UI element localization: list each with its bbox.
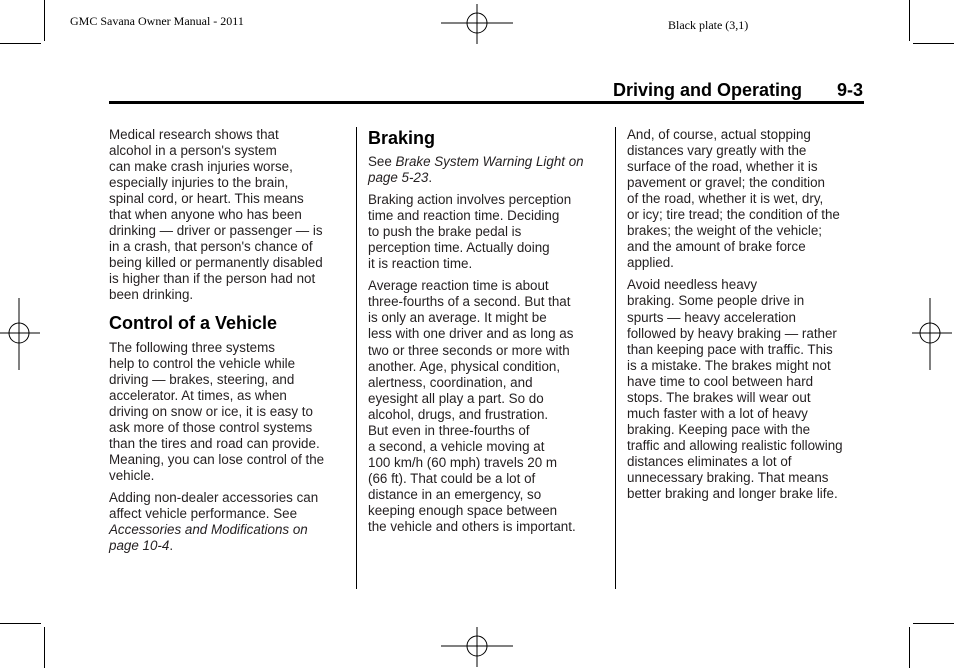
text-line: less with one driver and as long as — [368, 326, 574, 342]
text-line: braking. Keeping pace with the — [627, 421, 811, 437]
text-line: Average reaction time is about — [368, 278, 549, 294]
text-line: brakes; the weight of the vehicle; — [627, 223, 823, 239]
paragraph-reaction-time — [368, 278, 610, 535]
crop-mark-tl-h — [0, 43, 41, 44]
text-line: the vehicle and others is important. — [368, 519, 576, 535]
paragraph-stopping-distances — [627, 127, 867, 271]
text-line: than the tires and road can provide. — [109, 435, 320, 451]
text-line: two or three seconds or more with — [368, 342, 570, 358]
text-line: distances vary greatly with the — [627, 143, 807, 159]
text-line: followed by heavy braking — rather — [627, 325, 837, 341]
text-line: and the amount of brake force — [627, 239, 806, 255]
text-line: Braking action involves perception — [368, 192, 572, 208]
paragraph-braking-action — [368, 192, 610, 272]
text-line: distance in an emergency, so — [368, 486, 542, 502]
text-line: (66 ft). That could be a lot of — [368, 470, 536, 486]
text-line: much faster with a lot of heavy — [627, 405, 808, 421]
crop-mark-tl-v — [44, 0, 45, 41]
text-line: especially injuries to the brain, — [109, 175, 289, 191]
text-line: pavement or gravel; the condition — [627, 175, 826, 191]
crop-mark-tr-v — [909, 0, 910, 41]
text-line: drinking — driver or passenger — is — [109, 223, 323, 239]
text-line: 100 km/h (60 mph) travels 20 m — [368, 454, 558, 470]
text-line: can make crash injuries worse, — [109, 159, 293, 175]
period: . — [169, 538, 174, 554]
link-brake-warning-light[interactable]: Brake System Warning Light on — [395, 154, 584, 169]
paragraph-see-reference — [368, 154, 610, 186]
text-line: spurts — heavy acceleration — [627, 309, 796, 325]
text-line: driving on snow or ice, it is easy to — [109, 403, 313, 419]
text-line: alcohol, drugs, and frustration. — [368, 406, 549, 422]
text-line: have time to cool between hard — [627, 373, 814, 389]
registration-mark-bottom-icon — [441, 627, 513, 667]
link-accessories-modifications[interactable]: Accessories and Modifications on — [109, 522, 308, 538]
text-line: to push the brake pedal is — [368, 224, 522, 240]
text-line: perception time. Actually doing — [368, 240, 550, 256]
text-line: than keeping pace with traffic. This — [627, 341, 833, 357]
text-line: Meaning, you can lose control of the — [109, 451, 325, 467]
header-rule — [109, 101, 864, 104]
column-divider-1 — [356, 127, 357, 589]
text-line: time and reaction time. Deciding — [368, 208, 560, 224]
text-line: traffic and allowing realistic following — [627, 437, 843, 453]
text-line: three-fourths of a second. But that — [368, 294, 571, 310]
column-divider-2 — [615, 127, 616, 589]
text-line: help to control the vehicle while — [109, 355, 296, 371]
text-line: being killed or permanently disabled — [109, 255, 323, 271]
crop-mark-tr-h — [913, 43, 954, 44]
link-page-10-4[interactable]: page 10-4 — [109, 538, 170, 554]
text-line: is a mistake. The brakes might not — [627, 357, 831, 373]
section-title: Driving and Operating — [613, 80, 803, 100]
registration-mark-top-icon — [441, 4, 513, 44]
text-line: But even in three-fourths of — [368, 422, 530, 438]
text-line: The following three systems — [109, 339, 275, 355]
slug-manual-title: GMC Savana Owner Manual - 2011 — [70, 14, 244, 28]
column-3 — [627, 127, 867, 502]
text-line: spinal cord, or heart. This means — [109, 191, 304, 207]
text-line: that when anyone who has been — [109, 207, 302, 223]
text-line: in a crash, that person's chance of — [109, 239, 313, 255]
text-line: keeping enough space between — [368, 502, 558, 518]
paragraph-control-systems — [109, 340, 349, 484]
column-2 — [368, 127, 610, 535]
text-line: stops. The brakes will wear out — [627, 389, 811, 405]
text-line: alcohol in a person's system — [109, 143, 277, 159]
text-line: it is reaction time. — [368, 256, 473, 272]
text-line: braking. Some people drive in — [627, 293, 805, 309]
text-line: Medical research shows that — [109, 127, 279, 142]
text-line: applied. — [627, 255, 674, 271]
text-line: surface of the road, whether it is — [627, 159, 818, 175]
text-line: of the road, whether it is wet, dry, — [627, 191, 824, 207]
heading-braking: Braking — [368, 128, 436, 148]
text-line: alertness, coordination, and — [368, 374, 533, 390]
crop-mark-bl-h — [0, 623, 41, 624]
text-line: accelerator. At times, as when — [109, 387, 287, 403]
crop-mark-br-v — [909, 627, 910, 668]
paragraph-accessories — [109, 490, 349, 554]
text-line: Avoid needless heavy — [627, 277, 758, 293]
registration-mark-left-icon — [0, 298, 40, 370]
text-line: is higher than if the person had not — [109, 271, 316, 287]
text-line: unnecessary braking. That means — [627, 469, 829, 485]
text-line: Adding non-dealer accessories can — [109, 489, 319, 505]
column-1 — [109, 127, 349, 554]
text-line: a second, a vehicle moving at — [368, 438, 545, 454]
registration-mark-right-icon — [912, 298, 952, 370]
text-line: been drinking. — [109, 287, 194, 303]
text-line: another. Age, physical condition, — [368, 358, 561, 374]
text-line: vehicle. — [109, 467, 155, 483]
page-number: 9-3 — [837, 80, 864, 100]
text-line: is only an average. It might be — [368, 310, 547, 326]
text-line: distances eliminates a lot of — [627, 453, 792, 469]
paragraph-alcohol-research — [109, 127, 349, 304]
crop-mark-bl-v — [44, 627, 45, 668]
see-prefix: See — [368, 154, 396, 169]
text-line: eyesight all play a part. So do — [368, 390, 544, 406]
crop-mark-br-h — [913, 623, 954, 624]
text-line: better braking and longer brake life. — [627, 486, 838, 502]
text-line: ask more of those control systems — [109, 419, 313, 435]
period: . — [428, 170, 433, 186]
slug-plate-info: Black plate (3,1) — [668, 18, 749, 32]
text-line: driving — brakes, steering, and — [109, 371, 295, 387]
text-line: affect vehicle performance. See — [109, 505, 298, 521]
heading-control-of-vehicle: Control of a Vehicle — [109, 312, 278, 333]
text-line: And, of course, actual stopping — [627, 127, 811, 142]
paragraph-avoid-heavy-braking — [627, 277, 867, 502]
link-page-5-23[interactable]: page 5-23 — [368, 170, 429, 186]
text-line: or icy; tire tread; the condition of the — [627, 207, 840, 223]
